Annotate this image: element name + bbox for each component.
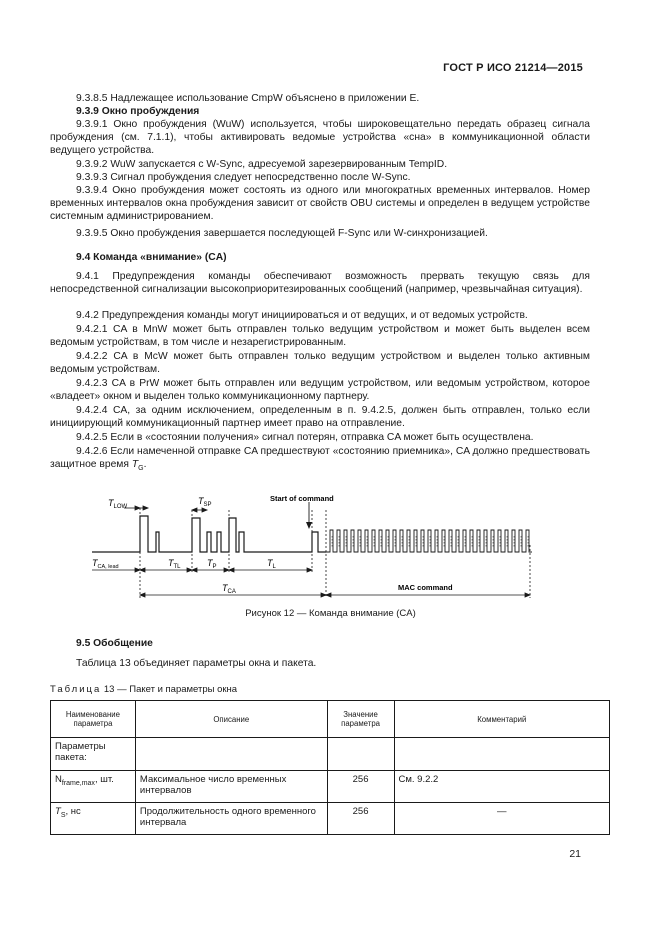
figure-caption: Рисунок 12 — Команда внимание (CA)	[245, 608, 416, 619]
table-header-row	[51, 701, 610, 738]
paragraph-9-4-2-5: 9.4.2.5 Если в «состоянии получения» сигнал потерян, отправка CA может быть осуществлена.	[76, 432, 534, 443]
paragraph-9-4-2-2: 9.4.2.2 CA в McW может быть отправлен только ведущим устройством и выделен только активным ведомым устройствам.	[50, 351, 590, 376]
paragraph-9-3-9-4: 9.3.9.4 Окно пробуждения может состоять из одного или многократных временных интервалов. Номер временных интервалов окна пробуждения зависит от свойств OBU системы и определен в ведущем устройстве системным администрированием.	[50, 185, 590, 223]
paragraph-9-4-2-6-text: 9.4.2.6 Если намеченной отправке CA предшествуют «состоянию приемника», CA должно предшествовать защитное время	[50, 446, 590, 471]
paragraph-9-4-1: 9.4.1 Предупреждения команды обеспечивают возможность прервать текущую связь для непосредственной сигнализации высокоприоритезированных сообщений (например, чрезвычайная ситуация).	[50, 271, 590, 296]
table-row	[51, 771, 610, 803]
label-mac-command: MAC command	[398, 583, 453, 592]
cell-name: Параметры пакета:	[51, 738, 136, 771]
header-name: Наименование параметра	[51, 701, 136, 738]
label-tca-lead: $T_{CA, lead}$	[92, 558, 119, 570]
cell-description: Максимальное число временных интервалов	[135, 771, 327, 803]
paragraph-9-3-9-5: 9.3.9.5 Окно пробуждения завершается последующей F-Sync или W-синхронизацией.	[76, 228, 488, 239]
cell-comment	[394, 738, 609, 771]
parameters-table	[50, 700, 610, 835]
command-pulses	[326, 530, 532, 552]
label-tp: $T_P$	[207, 558, 217, 570]
cell-value	[327, 738, 394, 771]
table-caption-prefix: Таблица	[50, 684, 102, 695]
paragraph-9-4-2-3: 9.4.2.3 CA в PrW может быть отправлен или ведущим устройством, или ведомым устройством, которое «владеет» окном и выделен только коммуникационному партнеру.	[50, 378, 590, 403]
timing-diagram	[80, 490, 560, 610]
param-subscript: S	[60, 811, 66, 819]
cell-description	[135, 738, 327, 771]
paragraph-9-3-9-2: 9.3.9.2 WuW запускается с W-Sync, адресуемой зарезервированным TempID.	[76, 159, 448, 170]
table-caption	[50, 684, 237, 695]
table-row	[51, 738, 610, 771]
page-number: 21	[569, 848, 581, 860]
guard-time-subscript: G	[138, 465, 144, 473]
cell-value: 256	[327, 771, 394, 803]
paragraph-9-4-2-4: 9.4.2.4 CA, за одним исключением, определенным в п. 9.4.2.5, должен быть отправлен, только если инициирующий коммуникационный партнер имеет право на отправление.	[50, 405, 590, 430]
param-symbol: N	[55, 774, 62, 785]
header-comment: Комментарий	[394, 701, 609, 738]
header-description: Описание	[135, 701, 327, 738]
paragraph-table-intro: Таблица 13 объединяет параметры окна и пакета.	[76, 658, 317, 669]
param-symbol: T	[55, 806, 61, 817]
paragraph-9-4-2-6	[50, 445, 590, 475]
label-ttl: $T_{TL}$	[168, 558, 181, 570]
cell-name	[51, 803, 136, 835]
cell-comment: —	[394, 803, 609, 835]
paragraph-9-3-9-3: 9.3.9.3 Сигнал пробуждения следует непосредственно после W-Sync.	[76, 172, 411, 183]
heading-9-5: 9.5 Обобщение	[76, 638, 153, 649]
label-tlow: $T_{LOW}$	[108, 498, 128, 510]
param-unit: , нс	[65, 806, 81, 817]
paragraph-9-3-9-1: 9.3.9.1 Окно пробуждения (WuW) используется, чтобы широковещательно передать образец сигнала пробуждения (см. 7.1.1), чтобы активировать ведомые устройства «сна» в коммуникационной области ведущего устройства.	[50, 119, 590, 157]
guard-time-symbol: T	[131, 459, 139, 471]
heading-9-4: 9.4 Команда «внимание» (CA)	[76, 252, 227, 263]
timing-diagram-svg	[80, 490, 560, 605]
cell-description: Продолжительность одного временного интервала	[135, 803, 327, 835]
cell-value: 256	[327, 803, 394, 835]
table-caption-text: 13 — Пакет и параметры окна	[101, 684, 238, 695]
guide-lines	[140, 508, 530, 598]
heading-9-3-9: 9.3.9 Окно пробуждения	[76, 106, 200, 117]
paragraph-9-4-2: 9.4.2 Предупреждения команды могут инициироваться и от ведущих, и от ведомых устройств.	[76, 310, 528, 321]
paragraph-9-4-2-1: 9.4.2.1 CA в MnW может быть отправлен только ведущим устройством и может быть выделен всем ведомым устройствам, в том числе и незарегистрированным.	[50, 324, 590, 349]
cell-comment: См. 9.2.2	[394, 771, 609, 803]
signal-waveform	[92, 516, 326, 552]
header-value: Значение параметра	[327, 701, 394, 738]
paragraph-9-3-8-5: 9.3.8.5 Надлежащее использование CmpW объяснено в приложении E.	[76, 93, 420, 104]
label-tca: $T_{CA}$	[222, 583, 236, 595]
label-tsp: $T_{SP}$	[198, 496, 212, 508]
param-unit: , шт.	[94, 774, 114, 785]
paragraph-end-period: .	[143, 459, 147, 471]
cell-name	[51, 771, 136, 803]
table-row	[51, 803, 610, 835]
start-arrow-head	[306, 522, 312, 529]
label-tl: $T_L$	[267, 558, 276, 570]
label-start-of-command: Start of command	[270, 494, 334, 503]
document-header: ГОСТ Р ИСО 21214—2015	[443, 62, 583, 74]
param-subscript: frame,max	[61, 779, 95, 787]
